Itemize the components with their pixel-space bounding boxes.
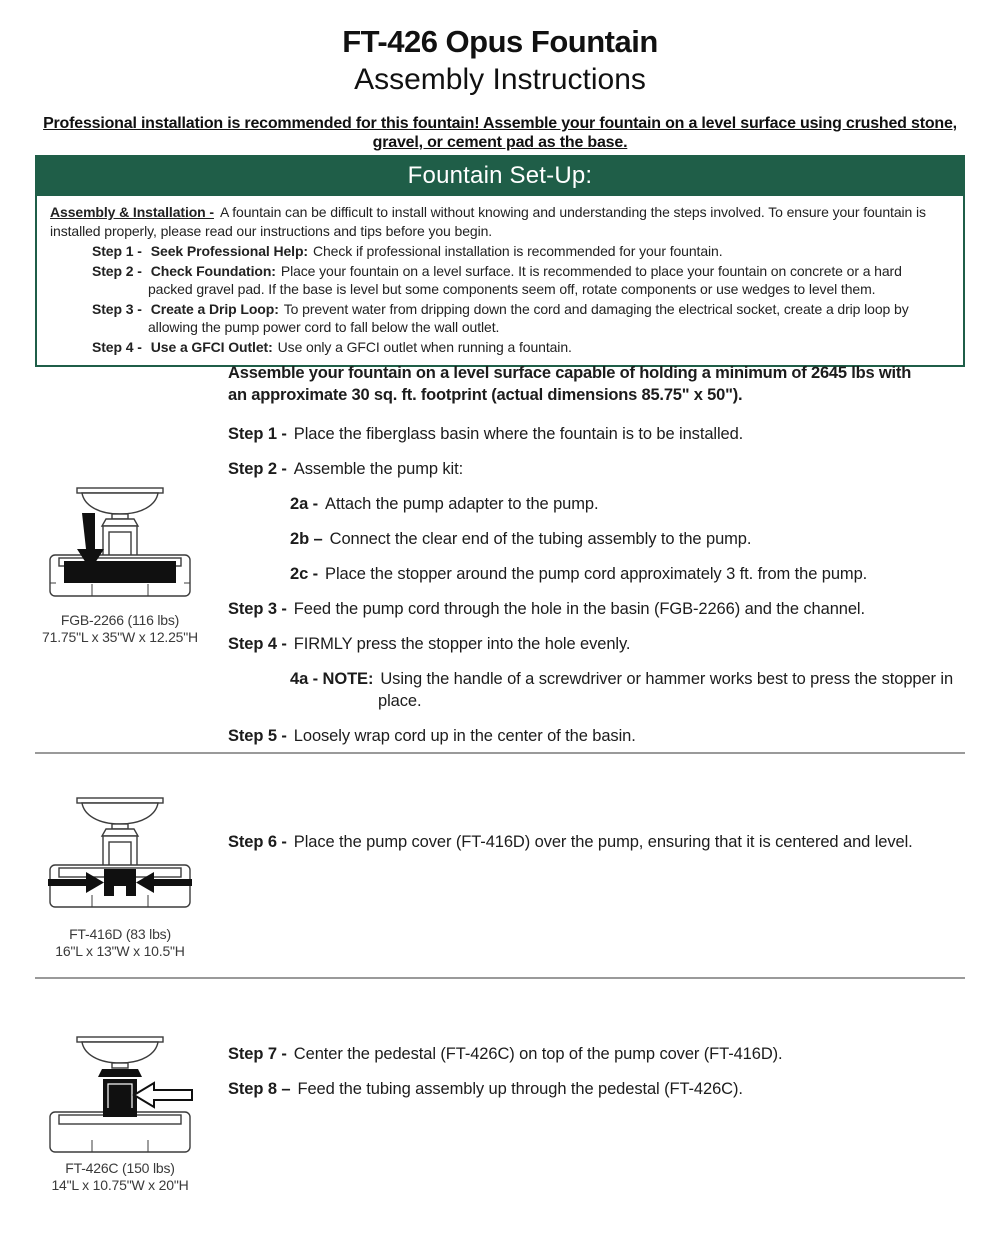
setup-step-2 <box>50 262 950 299</box>
step-2c-label: 2c - <box>290 565 319 583</box>
step-2c-text: Place the stopper around the pump cord approximately 3 ft. from the pump. <box>325 565 868 583</box>
step-7 <box>228 1043 973 1065</box>
step-6-text: Place the pump cover (FT-416D) over the pump, ensuring that it is centered and level. <box>293 833 913 851</box>
setup-intro-text: A fountain can be difficult to install without knowing and understanding the steps involved. To ensure your fountain is installed properly, please read our instructions and tips before you begin. <box>50 204 926 239</box>
basin-drawing <box>40 483 200 603</box>
step-4a-label: 4a - NOTE: <box>290 670 374 688</box>
step-2b-label: 2b – <box>290 530 323 548</box>
fountain-setup-box <box>35 155 965 367</box>
figure-pump-cover-dims: 16"L x 13"W x 10.5"H <box>55 943 185 959</box>
setup-banner: Fountain Set-Up: <box>35 155 965 196</box>
setup-step-1 <box>50 242 950 261</box>
step-8-label: Step 8 – <box>228 1080 291 1098</box>
step-6 <box>228 831 973 853</box>
page-title: FT-426 Opus Fountain <box>342 24 658 59</box>
figure-basin-caption <box>10 612 230 646</box>
step-1 <box>228 423 973 445</box>
figure-pedestal-name: FT-426C (150 lbs) <box>65 1160 175 1176</box>
setup-step-2-label: Step 2 - <box>92 262 142 279</box>
step-2b-text: Connect the clear end of the tubing assembly to the pump. <box>329 530 752 548</box>
step-3 <box>228 598 973 620</box>
step-5 <box>228 725 973 747</box>
step-5-text: Loosely wrap cord up in the center of the basin. <box>293 727 636 745</box>
setup-step-4 <box>50 338 950 357</box>
step-7-label: Step 7 - <box>228 1045 287 1063</box>
step-4a-note <box>228 668 973 712</box>
setup-step-2-text: Place your fountain on a level surface. It is recommended to place your fountain on concrete or a hard packed gravel pad. If the base is level but some components seem off, rotate components or use wedges to level them. <box>148 262 902 297</box>
step-1-text: Place the fiberglass basin where the fountain is to be installed. <box>293 425 744 443</box>
page-subtitle: Assembly Instructions <box>354 63 646 96</box>
setup-step-2-title: Check Foundation: <box>150 262 276 279</box>
main-instructions-section-3 <box>228 1043 973 1113</box>
step-6-label: Step 6 - <box>228 833 287 851</box>
document-header <box>0 24 1000 97</box>
step-4-label: Step 4 - <box>228 635 287 653</box>
setup-step-3 <box>50 300 950 337</box>
figure-pedestal-dims: 14"L x 10.75"W x 20"H <box>51 1177 189 1193</box>
pedestal-drawing <box>40 1032 200 1154</box>
step-7-text: Center the pedestal (FT-426C) on top of the pump cover (FT-416D). <box>293 1045 783 1063</box>
step-2b <box>290 528 973 550</box>
step-2-text: Assemble the pump kit: <box>293 460 464 478</box>
main-instructions-section-1 <box>228 362 973 760</box>
setup-step-4-title: Use a GFCI Outlet: <box>150 338 273 355</box>
setup-step-3-title: Create a Drip Loop: <box>150 300 279 317</box>
figure-pump-cover-caption <box>10 926 230 960</box>
main-instructions-section-2 <box>228 831 973 866</box>
setup-step-3-label: Step 3 - <box>92 300 142 317</box>
step-2a-text: Attach the pump adapter to the pump. <box>325 495 599 513</box>
setup-step-4-text: Use only a GFCI outlet when running a fountain. <box>277 338 572 355</box>
step-1-label: Step 1 - <box>228 425 287 443</box>
main-intro: Assemble your fountain on a level surface capable of holding a minimum of 2645 lbs with an approximate 30 sq. ft. footprint (actual dimensions 85.75" x 50"). <box>228 364 912 404</box>
step-2-label: Step 2 - <box>228 460 287 478</box>
setup-step-4-label: Step 4 - <box>92 338 142 355</box>
step-2c <box>290 563 973 585</box>
figure-pedestal <box>40 1032 200 1159</box>
figure-pump-cover-name: FT-416D (83 lbs) <box>69 926 171 942</box>
section-divider-1 <box>35 752 965 754</box>
figure-pump-cover <box>40 793 200 920</box>
step-8 <box>228 1078 973 1100</box>
setup-step-1-title: Seek Professional Help: <box>150 243 308 259</box>
section-divider-2 <box>35 977 965 979</box>
step-2a <box>290 493 973 515</box>
step-2a-label: 2a - <box>290 495 319 513</box>
pump-cover-drawing <box>40 793 200 915</box>
step-5-label: Step 5 - <box>228 727 287 745</box>
setup-step-3-text: To prevent water from dripping down the cord and damaging the electrical socket, create a drip loop by allowing the pump power cord to fall below the wall outlet. <box>148 300 909 335</box>
setup-step-1-label: Step 1 - <box>92 243 142 259</box>
installation-notice: Professional installation is recommended for this fountain! Assemble your fountain on a level surface using crushed stone, gravel, or cement pad as the base. <box>43 115 957 151</box>
step-4-text: FIRMLY press the stopper into the hole evenly. <box>293 635 631 653</box>
figure-pedestal-caption <box>10 1160 230 1194</box>
setup-box-body <box>35 196 965 367</box>
figure-basin-dims: 71.75"L x 35"W x 12.25"H <box>42 629 198 645</box>
figure-basin <box>40 483 200 608</box>
left-outline-arrow-icon <box>134 1083 192 1107</box>
pedestal-base <box>103 1108 137 1117</box>
step-3-text: Feed the pump cord through the hole in the basin (FGB-2266) and the channel. <box>293 600 865 618</box>
step-8-text: Feed the tubing assembly up through the pedestal (FT-426C). <box>297 1080 743 1098</box>
setup-step-1-text: Check if professional installation is recommended for your fountain. <box>312 243 723 259</box>
setup-intro-label: Assembly & Installation - <box>50 204 214 220</box>
step-2 <box>228 458 973 480</box>
figure-basin-name: FGB-2266 (116 lbs) <box>60 612 180 628</box>
step-4a-text: Using the handle of a screwdriver or hammer works best to press the stopper in place. <box>378 670 954 710</box>
step-3-label: Step 3 - <box>228 600 287 618</box>
step-4 <box>228 633 973 655</box>
setup-intro <box>50 203 950 240</box>
